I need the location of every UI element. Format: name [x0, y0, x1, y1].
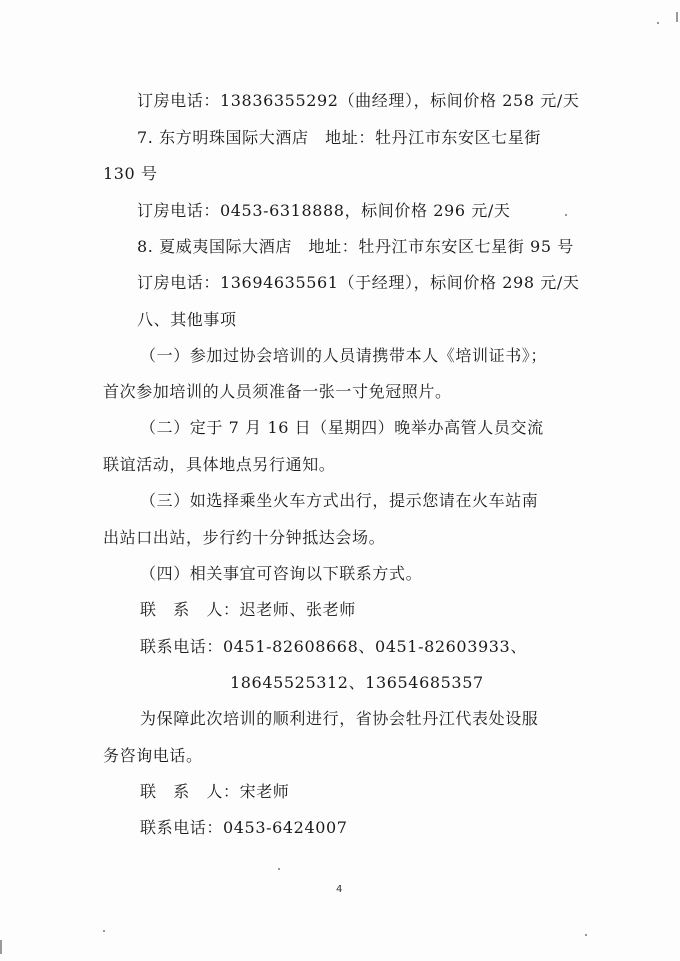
- scan-edge-mark: [0, 940, 2, 954]
- text-line: （一）参加过协会培训的人员请携带本人《培训证书》；: [140, 346, 548, 365]
- text-line: （三）如选择乘坐火车方式出行，提示您请在火车站南: [140, 491, 539, 510]
- scan-edge-mark: [676, 12, 678, 22]
- text-line: 订房电话：0453-6318888，标间价格 296 元/天: [137, 201, 511, 220]
- scan-speck: [657, 22, 659, 24]
- text-line: 订房电话：13694635561（于经理），标间价格 298 元/天: [137, 273, 580, 292]
- text-line: 首次参加培训的人员须准备一张一寸免冠照片。: [103, 382, 452, 401]
- contact-phone-line: 联系电话：0453-6424007: [140, 818, 348, 837]
- contact-phone-continuation: 18645525312、13654685357: [230, 673, 484, 692]
- text-line: 8. 夏威夷国际大酒店 地址：牡丹江市东安区七星街 95 号: [137, 237, 574, 256]
- scan-speck: [278, 868, 280, 870]
- scan-speck: [103, 930, 105, 932]
- text-line: 7. 东方明珠国际大酒店 地址：牡丹江市东安区七星街: [137, 128, 541, 147]
- text-line: （四）相关事宜可咨询以下联系方式。: [140, 564, 423, 583]
- text-line: 务咨询电话。: [103, 746, 203, 765]
- contact-person-line: 联 系 人：迟老师、张老师: [140, 600, 356, 619]
- text-line: 订房电话：13836355292（曲经理），标间价格 258 元/天: [137, 91, 580, 110]
- scan-speck: [565, 214, 567, 216]
- text-line: 为保障此次培训的顺利进行，省协会牡丹江代表处设服: [140, 709, 539, 728]
- section-heading: 八、其他事项: [137, 310, 237, 329]
- contact-person-line: 联 系 人：宋老师: [140, 782, 290, 801]
- contact-phone-line: 联系电话：0451-82608668、0451-82603933、: [140, 637, 527, 656]
- text-line: 130 号: [103, 164, 158, 183]
- text-line: （二）定于 7 月 16 日（星期四）晚举办高管人员交流: [140, 418, 544, 437]
- scan-speck: [585, 934, 587, 936]
- text-line: 出站口出站，步行约十分钟抵达会场。: [103, 528, 386, 547]
- text-line: 联谊活动，具体地点另行通知。: [103, 455, 336, 474]
- page-number: 4: [336, 884, 343, 895]
